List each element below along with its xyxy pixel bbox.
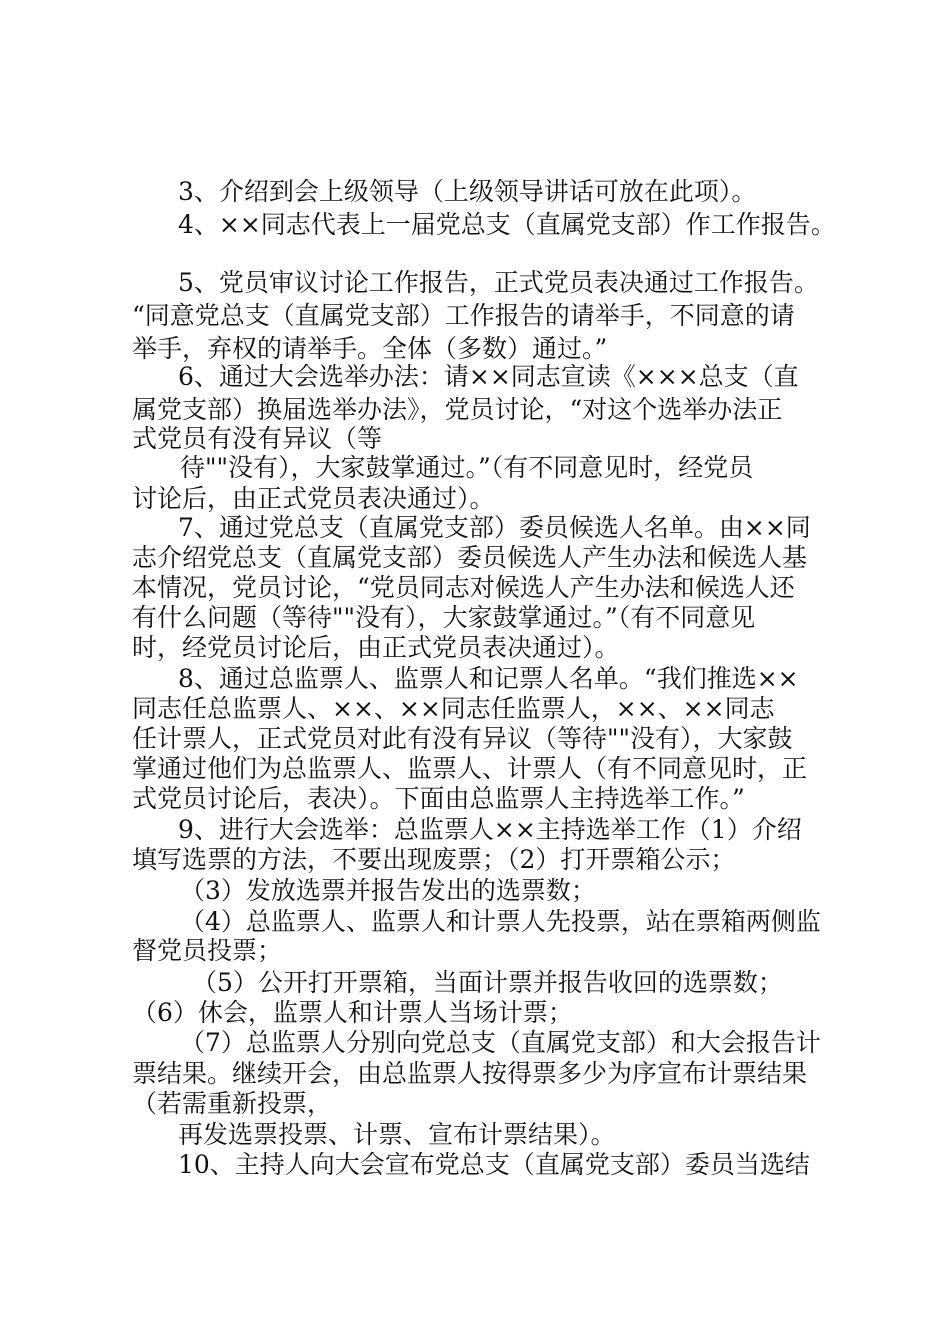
text-line: 待""没有），大家鼓掌通过。”（有不同意见时，经党员 xyxy=(180,453,754,482)
text-line: 式党员讨论后，表决）。下面由总监票人主持选举工作。” xyxy=(132,784,745,813)
text-line: 式党员有没有异议（等 xyxy=(132,424,383,453)
text-line: 再发选票投票、计票、宣布计票结果）。 xyxy=(178,1120,616,1149)
text-line: 有什么问题（等待""没有），大家鼓掌通过。”（有不同意见 xyxy=(132,603,756,632)
text-line: 任计票人，正式党员对此有没有异议（等待""没有），大家鼓 xyxy=(132,724,793,753)
text-line: （5）公开打开票箱，当面计票并报告收回的选票数； xyxy=(192,968,783,997)
text-line: “同意党总支（直属党支部）工作报告的请举手，不同意的请 xyxy=(132,301,795,330)
text-line: 10、主持人向大会宣布党总支（直属党支部）委员当选结 xyxy=(178,1150,810,1179)
text-line: 填写选票的方法，不要出现废票；（2）打开票箱公示； xyxy=(132,845,736,874)
text-line: （3）发放选票并报告发出的选票数； xyxy=(180,876,596,905)
text-line: 讨论后，由正式党员表决通过）。 xyxy=(132,484,495,513)
text-line: 时，经党员讨论后，由正式党员表决通过）。 xyxy=(132,633,620,662)
text-line: 同志任总监票人、××、××同志任监票人，××、××同志 xyxy=(132,694,775,723)
text-line: （7）总监票人分别向党总支（直属党支部）和大会报告计 xyxy=(180,1028,821,1057)
text-line: 督党员投票； xyxy=(132,936,283,965)
text-line: 举手，弃权的请举手。全体（多数）通过。” xyxy=(132,334,608,363)
text-line: 5、党员审议讨论工作报告，正式党员表决通过工作报告。 xyxy=(178,268,819,297)
text-line: 6、通过大会选举办法：请××同志宣读《×××总支（直 xyxy=(178,362,799,391)
text-line: 志介绍党总支（直属党支部）委员候选人产生办法和候选人基 xyxy=(132,543,808,572)
text-line: 8、通过总监票人、监票人和记票人名单。“我们推选×× xyxy=(178,664,799,693)
text-line: 票结果。继续开会，由总监票人按得票多少为序宣布计票结果 xyxy=(132,1059,808,1088)
text-line: 属党支部）换届选举办法》，党员讨论，“对这个选举办法正 xyxy=(132,395,783,424)
text-line: （4）总监票人、监票人和计票人先投票，站在票箱两侧监 xyxy=(180,907,821,936)
text-line: （若需重新投票， xyxy=(132,1089,333,1118)
text-line: 7、通过党总支（直属党支部）委员候选人名单。由××同 xyxy=(178,513,811,542)
text-line: 本情况，党员讨论，“党员同志对候选人产生办法和候选人还 xyxy=(132,573,795,602)
text-line: 掌通过他们为总监票人、监票人、计票人（有不同意见时，正 xyxy=(132,754,808,783)
text-line: 4、××同志代表上一届党总支（直属党支部）作工作报告。 xyxy=(178,210,836,239)
text-line: 9、进行大会选举：总监票人××主持选举工作（1）介绍 xyxy=(178,815,802,844)
text-line: 3、介绍到会上级领导（上级领导讲话可放在此项）。 xyxy=(178,177,757,206)
text-line: （6）休会，监票人和计票人当场计票； xyxy=(132,998,573,1027)
